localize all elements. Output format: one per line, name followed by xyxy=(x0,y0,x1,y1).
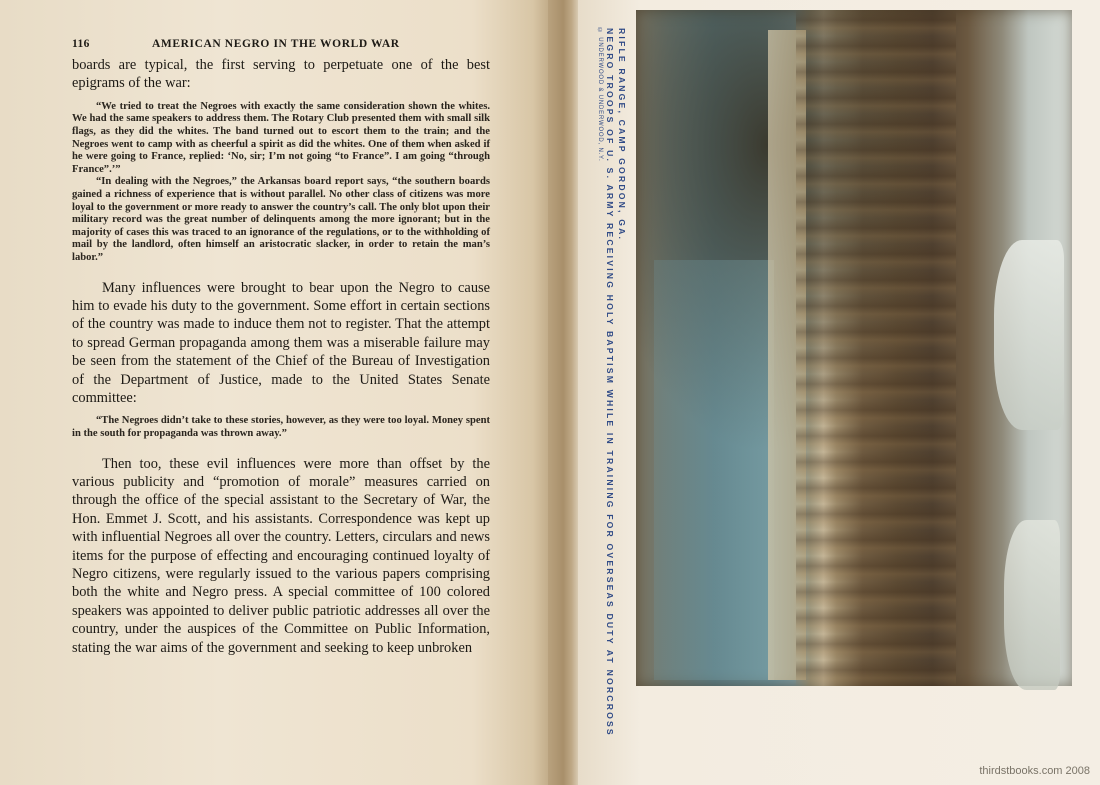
photo-credit: © UNDERWOOD & UNDERWOOD, N.Y. xyxy=(597,28,603,162)
left-page-text xyxy=(72,38,490,657)
block-quote-2 xyxy=(72,415,490,440)
running-head-title: AMERICAN NEGRO IN THE WORLD WAR xyxy=(152,38,400,50)
page-number: 116 xyxy=(72,38,90,50)
caption-line-1: NEGRO TROOPS OF U. S. ARMY RECEIVING HOLY BAPTISM WHILE IN TRAINING FOR OVERSEAS DUTY AT NORCROSS xyxy=(605,28,615,737)
paragraph-publicity: Then too, these evil influences were more than offset by the various publicity and “promotion of morale” measures carried on through the office of the special assistant to the Secretary of War, the Hon. Emmet J. Scott, and his assistants. Correspondence was kept up with influential Negroes all over the country. Letters, circulars and news items for the purpose of effecting and encouraging continued loyalty of Negro citizens, were regularly issued to the various papers comprising both the white and Negro press. A special committee of 100 colored speakers was appointed to deliver public patriotic addresses all over the country, under the auspices of the Committee on Public Information, stating the war aims of the government and seeking to keep unbroken xyxy=(72,455,490,656)
photo-water xyxy=(654,260,774,680)
block-quote-2-para: “The Negroes didn’t take to these stories, however, as they were too loyal. Money spent in the south for propaganda was thrown away.” xyxy=(72,415,490,439)
intro-paragraph: boards are typical, the first serving to perpetuate one of the best epigrams of the war: xyxy=(72,57,490,92)
photo-tent xyxy=(994,240,1064,430)
block-quote-1-para-2: “In dealing with the Negroes,” the Arkansas board report says, “the southern boards gained a richness of experience that is without parallel. No other class of citizens was more loyal to the government or more ready to answer the country’s call. The only blot upon their military record was the great number of delinquents among the more ignorant; but in the majority of cases this was traced to an ignorance of the regulations, or to the withholding of mail by the landlord, often himself an aristocratic slacker, in order to retain the man’s labor.” xyxy=(72,176,490,263)
photo-tent xyxy=(1004,520,1060,690)
watermark: thirdstbooks.com 2008 xyxy=(979,765,1090,777)
photo-troops xyxy=(796,10,956,686)
block-quote-1 xyxy=(72,101,490,265)
book-gutter xyxy=(548,0,582,785)
caption-line-2: RIFLE RANGE, CAMP GORDON, GA. xyxy=(617,28,627,242)
running-head xyxy=(72,38,490,50)
photo-caption xyxy=(597,28,627,737)
paragraph-influences: Many influences were brought to bear upon the Negro to cause him to evade his duty to the government. Some effort in certain sections of the country was made to induce them not to register. That the attempt to spread German propaganda among them was a miserable failure may be seen from the statement of the Chief of the Bureau of Investigation of the Department of Justice, made to the United States Senate committee: xyxy=(72,279,490,406)
baptism-photograph xyxy=(636,10,1072,686)
block-quote-1-para-1: “We tried to treat the Negroes with exactly the same consideration shown the whites. We had the same speakers to address them. The Rotary Club presented them with small silk flags, as they did the whites. The band turned out to escort them to the train; and the Negroes went to camp with as cheerful a spirit as did the whites. One of them when asked if he were going to France, replied: ‘No, sir; I’m not going “to France”. I am going “through France”.’” xyxy=(72,100,490,175)
